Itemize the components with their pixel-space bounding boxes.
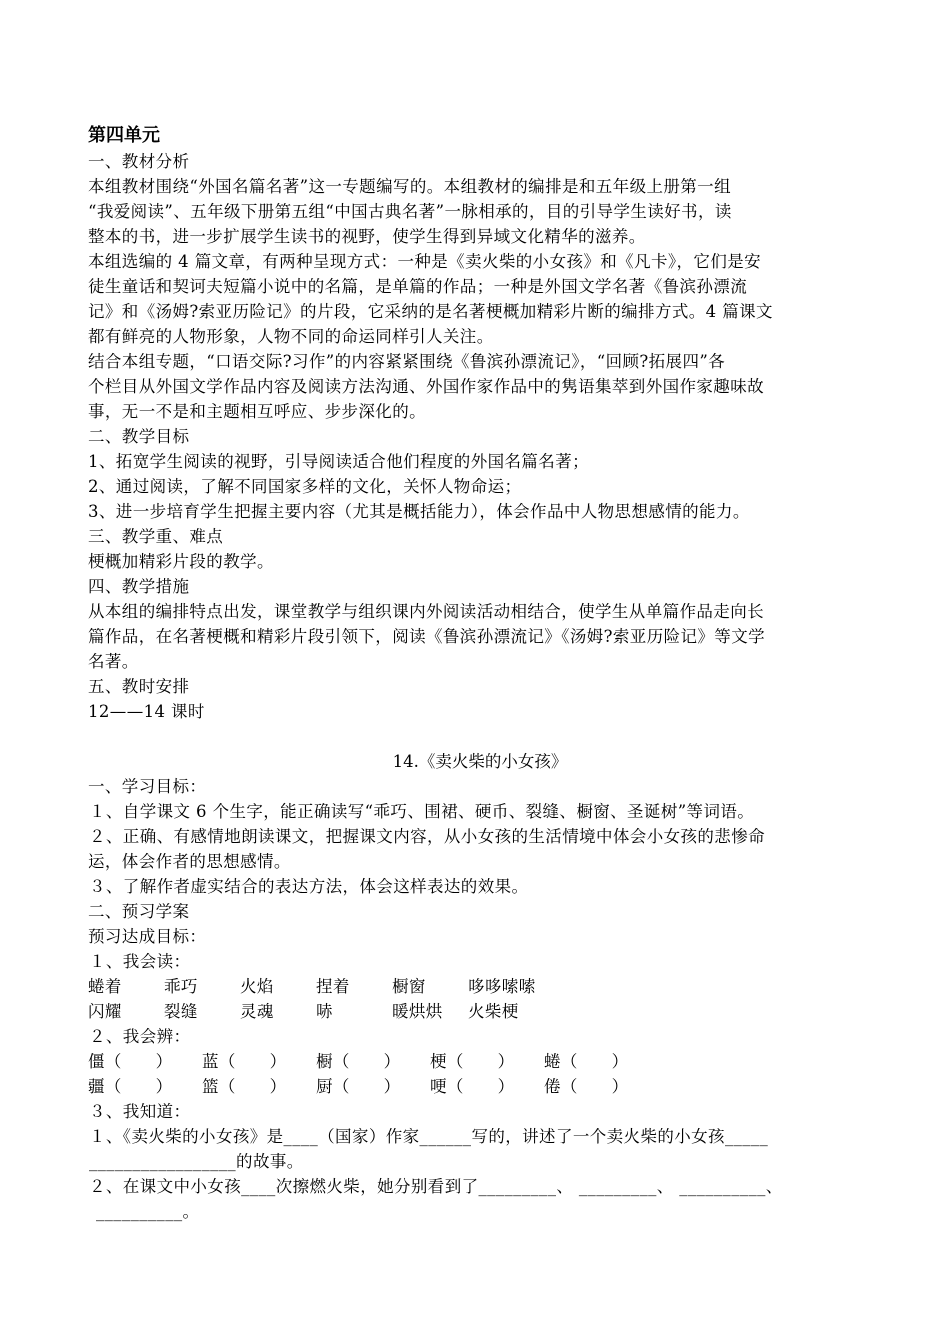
distinguish-item: 僵（ ）	[88, 1052, 173, 1071]
distinguish-item: 梗（ ）	[430, 1052, 515, 1071]
read-word: 乖巧	[164, 977, 198, 996]
goal-line: 2、通过阅读，了解不同国家多样的文化，关怀人物命运；	[88, 477, 522, 496]
read-word: 火焰	[240, 977, 274, 996]
read-word: 橱窗	[392, 977, 426, 996]
know-line: １、《卖火柴的小女孩》是____（国家）作家______写的，讲述了一个卖火柴的小女孩_____	[89, 1127, 769, 1146]
read-word: 哧	[316, 1002, 333, 1021]
lesson-goal-line: １、自学课文 6 个生字，能正确读写“乖巧、围裙、硬币、裂缝、橱窗、圣诞树”等词语。	[89, 802, 755, 821]
unit-title: 第四单元	[88, 125, 160, 146]
lesson-goals-heading: 一、学习目标：	[88, 777, 207, 796]
distinguish-item: 篮（ ）	[202, 1077, 287, 1096]
distinguish-row	[88, 1049, 872, 1074]
read-word: 灵魂	[240, 1002, 274, 1021]
read-word: 暖烘烘	[392, 1002, 443, 1021]
analysis-line: 个栏目从外国文学作品内容及阅读方法沟通、外国作家作品中的隽语集萃到外国作家趣味故	[88, 377, 764, 396]
section-heading-analysis: 一、教材分析	[88, 152, 190, 171]
section-heading-measures: 四、教学措施	[88, 577, 190, 596]
prep-heading: 二、预习学案	[88, 902, 190, 921]
spacer	[88, 724, 872, 749]
prep-subheading: 预习达成目标：	[88, 927, 207, 946]
read-word: 蜷着	[88, 977, 122, 996]
distinguish-item: 疆（ ）	[88, 1077, 173, 1096]
analysis-line: 事，无一不是和主题相互呼应、步步深化的。	[88, 402, 426, 421]
section-heading-goals: 二、教学目标	[88, 427, 190, 446]
distinguish-item: 蜷（ ）	[544, 1052, 629, 1071]
know-label: ３、我知道：	[89, 1102, 191, 1121]
read-word: 闪耀	[88, 1002, 122, 1021]
measures-line: 名著。	[88, 652, 139, 671]
measures-line: 从本组的编排特点出发，课堂教学与组织课内外阅读活动相结合，使学生从单篇作品走向长	[88, 602, 764, 621]
goal-line: 1、拓宽学生阅读的视野，引导阅读适合他们程度的外国名篇名著；	[88, 452, 589, 471]
schedule-line: 12——14 课时	[88, 702, 205, 721]
know-line: _________________的故事。	[89, 1152, 304, 1171]
analysis-line: 徒生童话和契诃夫短篇小说中的名篇，是单篇的作品；一种是外国文学名著《鲁滨孙漂流	[88, 277, 748, 296]
distinguish-label: ２、我会辨：	[89, 1027, 191, 1046]
read-word: 捏着	[316, 977, 350, 996]
analysis-line: 记》和《汤姆?索亚历险记》的片段，它采纳的是名著梗概加精彩片断的编排方式。4 篇课文	[88, 302, 773, 321]
distinguish-item: 蓝（ ）	[202, 1052, 287, 1071]
analysis-line: 整本的书，进一步扩展学生读书的视野，使学生得到异域文化精华的滋养。	[88, 227, 646, 246]
analysis-line: 本组选编的 4 篇文章，有两种呈现方式：一种是《卖火柴的小女孩》和《凡卡》，它们是安	[88, 252, 762, 271]
distinguish-item: 哽（ ）	[430, 1077, 515, 1096]
focus-line: 梗概加精彩片段的教学。	[88, 552, 274, 571]
read-word: 火柴梗	[468, 1002, 519, 1021]
distinguish-item: 倦（ ）	[544, 1077, 629, 1096]
know-line: ２、在课文中小女孩____次擦燃火柴，她分别看到了_________、 _________、 __________、	[89, 1177, 783, 1196]
know-line: __________。	[96, 1202, 200, 1221]
analysis-line: 结合本组专题，“口语交际?习作”的内容紧紧围绕《鲁滨孙漂流记》，“回顾?拓展四”各	[88, 352, 726, 371]
measures-line: 篇作品，在名著梗概和精彩片段引领下，阅读《鲁滨孙漂流记》《汤姆?索亚历险记》等文学	[88, 627, 765, 646]
section-heading-schedule: 五、教时安排	[88, 677, 190, 696]
analysis-line: 本组教材围绕“外国名篇名著”这一专题编写的。本组教材的编排是和五年级上册第一组	[88, 177, 731, 196]
analysis-line: “我爱阅读”、五年级下册第五组“中国古典名著”一脉相承的，目的引导学生读好书，读	[88, 202, 732, 221]
lesson-goal-line: 运，体会作者的思想感情。	[88, 852, 291, 871]
lesson-goal-line: ３、了解作者虚实结合的表达方法，体会这样表达的效果。	[89, 877, 529, 896]
read-row	[88, 999, 872, 1024]
distinguish-row	[88, 1074, 872, 1099]
distinguish-item: 橱（ ）	[316, 1052, 401, 1071]
goal-line: 3、进一步培育学生把握主要内容（尤其是概括能力），体会作品中人物思想感情的能力。	[88, 502, 750, 521]
read-word: 裂缝	[164, 1002, 198, 1021]
read-row	[88, 974, 872, 999]
lesson-goal-line: ２、正确、有感情地朗读课文，把握课文内容，从小女孩的生活情境中体会小女孩的悲惨命	[89, 827, 765, 846]
read-label: １、我会读：	[89, 952, 191, 971]
section-heading-focus: 三、教学重、难点	[88, 527, 224, 546]
lesson-title: 14.《卖火柴的小女孩》	[392, 752, 568, 771]
read-word: 哆哆嗦嗦	[468, 977, 536, 996]
document-page	[88, 124, 872, 1224]
distinguish-item: 厨（ ）	[316, 1077, 401, 1096]
analysis-line: 都有鲜亮的人物形象，人物不同的命运同样引人关注。	[88, 327, 494, 346]
